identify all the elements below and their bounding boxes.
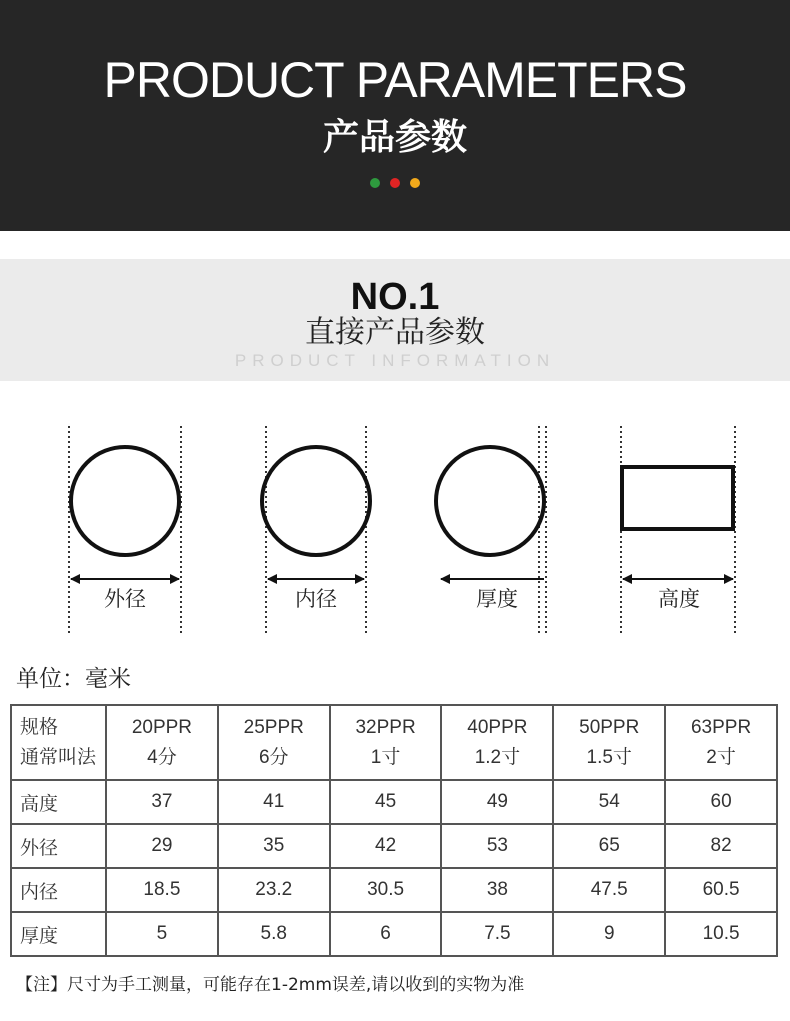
thickness-label: 厚度 xyxy=(457,586,537,612)
pipe-rectangle-icon xyxy=(622,467,733,529)
table-cell: 23.2 xyxy=(218,868,330,912)
pipe-circle-icon xyxy=(262,447,370,555)
header-banner xyxy=(0,0,790,231)
section-title: 直接产品参数 xyxy=(305,315,485,350)
table-cell: 35 xyxy=(218,824,330,868)
table-row xyxy=(11,868,777,912)
table-header-cell xyxy=(441,705,553,780)
table-cell: 53 xyxy=(441,824,553,868)
row-label: 厚度 xyxy=(11,912,106,956)
common-name-header: 通常叫法 xyxy=(20,746,97,768)
table-cell: 18.5 xyxy=(106,868,218,912)
table-cell: 9 xyxy=(553,912,665,956)
table-header-cell xyxy=(665,705,777,780)
table-row xyxy=(11,824,777,868)
inner-diameter-label: 内径 xyxy=(276,586,356,612)
table-cell: 42 xyxy=(330,824,442,868)
table-cell: 60.5 xyxy=(665,868,777,912)
section-number: NO.1 xyxy=(350,276,440,318)
outer-diameter-label: 外径 xyxy=(85,586,165,612)
table-cell: 10.5 xyxy=(665,912,777,956)
table-cell: 30.5 xyxy=(330,868,442,912)
table-header-cell xyxy=(106,705,218,780)
row-label: 高度 xyxy=(11,780,106,824)
height-label: 高度 xyxy=(639,586,719,612)
page-title-cn: 产品参数 xyxy=(322,117,467,158)
table-cell: 37 xyxy=(106,780,218,824)
spec-value: 20PPR xyxy=(131,716,193,738)
common-name-value: 1.5寸 xyxy=(586,746,632,768)
table-cell: 45 xyxy=(330,780,442,824)
spec-value: 25PPR xyxy=(243,716,304,738)
row-label: 外径 xyxy=(11,824,106,868)
measurement-diagrams xyxy=(0,420,790,650)
table-cell: 60 xyxy=(665,780,777,824)
table-cell: 65 xyxy=(553,824,665,868)
row-label: 内径 xyxy=(11,868,106,912)
spec-value: 32PPR xyxy=(355,716,416,738)
table-cell: 29 xyxy=(106,824,218,868)
common-name-value: 2寸 xyxy=(706,746,736,768)
table-header-cell xyxy=(553,705,665,780)
pipe-circle-icon xyxy=(71,447,179,555)
table-cell: 5.8 xyxy=(218,912,330,956)
table-header-row xyxy=(11,705,777,780)
common-name-value: 4分 xyxy=(147,746,177,768)
table-cell: 41 xyxy=(218,780,330,824)
spec-value: 63PPR xyxy=(690,716,752,738)
spec-header: 规格 xyxy=(20,716,59,738)
table-header-cell xyxy=(218,705,330,780)
table-cell: 49 xyxy=(441,780,553,824)
table-cell: 6 xyxy=(330,912,442,956)
table-cell: 5 xyxy=(106,912,218,956)
measurement-note: 【注】尺寸为手工测量，可能存在1-2mm误差,请以收到的实物为准 xyxy=(16,975,525,995)
red-dot-icon xyxy=(390,178,400,188)
common-name-value: 1寸 xyxy=(370,746,401,768)
unit-label: 单位：毫米 xyxy=(16,666,131,692)
table-cell: 47.5 xyxy=(553,868,665,912)
page-title-en: PRODUCT PARAMETERS xyxy=(103,52,687,108)
table-cell: 38 xyxy=(441,868,553,912)
section-subtitle: PRODUCT INFORMATION xyxy=(234,351,556,370)
spec-value: 40PPR xyxy=(467,716,528,738)
orange-dot-icon xyxy=(410,178,420,188)
common-name-value: 6分 xyxy=(258,746,289,768)
table-row xyxy=(11,780,777,824)
table-row xyxy=(11,912,777,956)
parameter-table xyxy=(10,704,778,957)
spec-value: 50PPR xyxy=(579,716,640,738)
decorative-dots xyxy=(370,178,420,190)
table-header-cell xyxy=(330,705,442,780)
table-header-cell xyxy=(11,705,106,780)
green-dot-icon xyxy=(370,178,380,188)
table-cell: 7.5 xyxy=(441,912,553,956)
common-name-value: 1.2寸 xyxy=(474,746,521,768)
diagram-drawings xyxy=(0,420,790,650)
table-cell: 54 xyxy=(553,780,665,824)
table-cell: 82 xyxy=(665,824,777,868)
pipe-circle-icon xyxy=(436,447,544,555)
section-banner xyxy=(0,259,790,381)
